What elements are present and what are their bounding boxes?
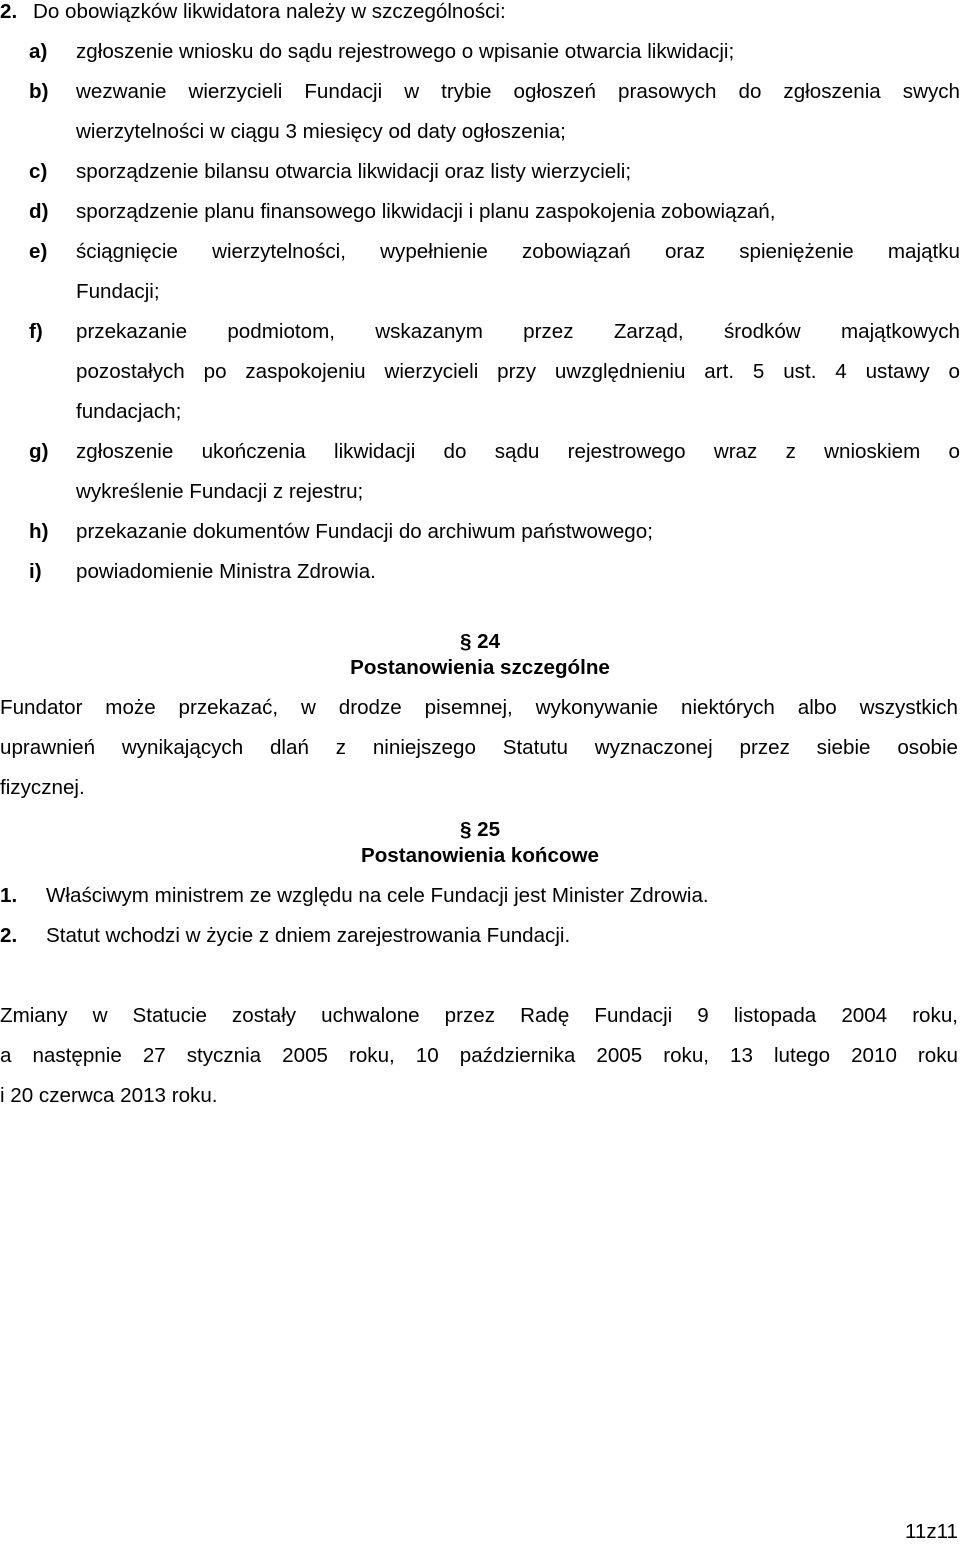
list-item: [76, 232, 960, 312]
list-item-line: wierzytelności w ciągu 3 miesięcy od daty ogłoszenia;: [76, 120, 566, 143]
list-item-line: Statut wchodzi w życie z dniem zarejestrowania Fundacji.: [46, 924, 571, 947]
list-item-label: i): [29, 560, 42, 583]
list-item-line: Fundacji;: [76, 280, 160, 303]
section-number: § 25: [459, 818, 501, 841]
list-item-line: przekazanie dokumentów Fundacji do archiwum państwowego;: [76, 520, 653, 543]
list-item-label: b): [29, 80, 49, 103]
amendments-paragraph: [0, 996, 958, 1116]
list-item: [46, 916, 570, 956]
list-item-label: a): [29, 40, 48, 63]
list-item: [76, 72, 960, 152]
point-number: 2.: [0, 0, 18, 23]
list-item: [76, 312, 960, 432]
list-item-label: 2.: [0, 924, 18, 947]
section-number: § 24: [459, 630, 501, 653]
list-item-line: przekazanie podmiotom, wskazanym przez Zarząd, środków majątkowych: [76, 320, 960, 343]
paragraph-line: Fundator może przekazać, w drodze pisemnej, wykonywanie niektórych albo wszystkich: [0, 696, 958, 719]
page-number: 11z11: [904, 1520, 958, 1543]
list-item-line: fundacjach;: [76, 400, 182, 423]
list-item-label: f): [29, 320, 43, 343]
section-paragraph: [0, 688, 958, 808]
list-item-label: e): [29, 240, 48, 263]
list-item-line: powiadomienie Ministra Zdrowia.: [76, 560, 376, 583]
list-item-line: sporządzenie planu finansowego likwidacji i planu zaspokojenia zobowiązań,: [76, 200, 776, 223]
list-item: [76, 512, 960, 552]
point-intro: Do obowiązków likwidatora należy w szczególności:: [33, 0, 506, 23]
list-item-label: c): [29, 160, 48, 183]
list-item-line: wezwanie wierzycieli Fundacji w trybie ogłoszeń prasowych do zgłoszenia swych: [76, 80, 960, 103]
list-item: [76, 192, 960, 232]
section-title: Postanowienia końcowe: [360, 844, 600, 867]
paragraph-line: fizycznej.: [0, 776, 85, 799]
list-item: [76, 152, 960, 192]
list-item-label: h): [29, 520, 49, 543]
paragraph-line: Zmiany w Statucie zostały uchwalone przez Radę Fundacji 9 listopada 2004 roku,: [0, 1004, 958, 1027]
list-item-line: sporządzenie bilansu otwarcia likwidacji oraz listy wierzycieli;: [76, 160, 632, 183]
section-title: Postanowienia szczególne: [350, 656, 610, 679]
list-item-label: g): [29, 440, 49, 463]
list-item-line: zgłoszenie wniosku do sądu rejestrowego o wpisanie otwarcia likwidacji;: [76, 40, 735, 63]
list-item: [76, 432, 960, 512]
list-item: [76, 552, 960, 592]
list-item-line: zgłoszenie ukończenia likwidacji do sądu rejestrowego wraz z wnioskiem o: [76, 440, 960, 463]
list-item: [76, 32, 960, 72]
list-item-line: ściągnięcie wierzytelności, wypełnienie zobowiązań oraz spieniężenie majątku: [76, 240, 960, 263]
paragraph-line: uprawnień wynikających dlań z niniejszego Statutu wyznaczonej przez siebie osobie: [0, 736, 958, 759]
list-item-line: Właściwym ministrem ze względu na cele Fundacji jest Minister Zdrowia.: [46, 884, 709, 907]
list-item-line: wykreślenie Fundacji z rejestru;: [76, 480, 364, 503]
list-item: [46, 876, 709, 916]
list-item-label: d): [29, 200, 49, 223]
list-item-line: pozostałych po zaspokojeniu wierzycieli przy uwzględnieniu art. 5 ust. 4 ustawy o: [76, 360, 960, 383]
paragraph-line: i 20 czerwca 2013 roku.: [0, 1084, 218, 1107]
paragraph-line: a następnie 27 stycznia 2005 roku, 10 października 2005 roku, 13 lutego 2010 roku: [0, 1044, 958, 1067]
list-item-label: 1.: [0, 884, 18, 907]
